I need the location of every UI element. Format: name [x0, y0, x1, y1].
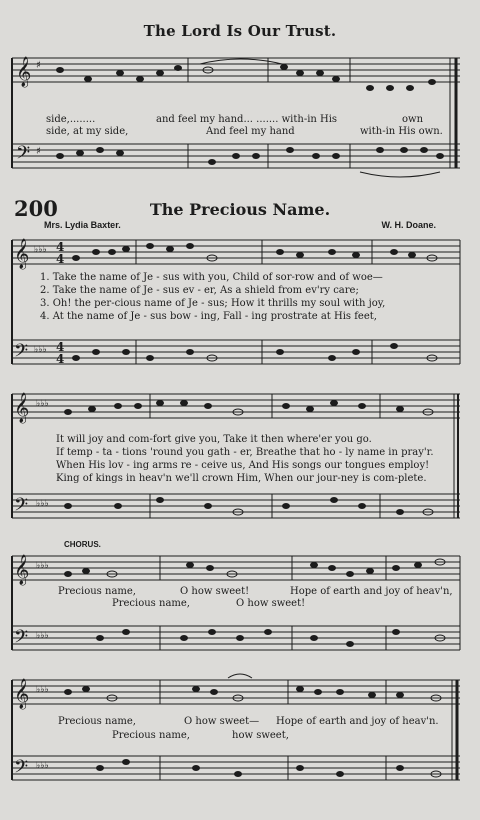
- svg-text:𝄞: 𝄞: [14, 239, 30, 269]
- chorus-label: CHORUS.: [64, 540, 101, 549]
- svg-text:4: 4: [56, 352, 65, 366]
- hymn-number: 200: [14, 196, 58, 221]
- previous-hymn-title: The Lord Is Our Trust.: [143, 22, 337, 40]
- svg-text:♭♭♭: ♭♭♭: [36, 499, 49, 509]
- svg-text:♯: ♯: [36, 60, 41, 71]
- verse-line-2b: If temp - ta - tions 'round you gath - er, Breathe that ho - ly name in pray'r.: [56, 447, 434, 458]
- chorus2-upper-3: Hope of earth and joy of heav'n.: [276, 716, 439, 727]
- verse-line-2a: 2. Take the name of Je - sus ev - er, As a shield from ev'ry care;: [40, 285, 359, 296]
- svg-text:♭♭♭: ♭♭♭: [34, 345, 47, 355]
- verse-line-1a: 1. Take the name of Je - sus with you, Child of sor-row and of woe—: [40, 272, 383, 283]
- svg-text:𝄢: 𝄢: [14, 757, 29, 782]
- chorus1-upper-2: O how sweet!: [180, 586, 250, 597]
- prev-lyric-lower-3: with-in His own.: [360, 126, 443, 137]
- svg-text:♯: ♯: [36, 146, 41, 157]
- chorus2-lower-2: how sweet,: [232, 730, 289, 741]
- prev-lyric-upper-3: own: [402, 114, 424, 125]
- prev-lyric-upper-2: and feel my hand... ....... with-in His: [156, 114, 338, 125]
- verse-line-3a: 3. Oh! the per-cious name of Je - sus; How it thrills my soul with joy,: [40, 298, 386, 309]
- svg-text:♭♭♭: ♭♭♭: [36, 761, 49, 771]
- svg-text:𝄞: 𝄞: [14, 393, 30, 423]
- svg-text:♭♭♭: ♭♭♭: [34, 245, 47, 255]
- prev-lyric-lower-2: And feel my hand: [206, 126, 295, 137]
- chorus2-upper-2: O how sweet—: [184, 716, 260, 727]
- chorus1-lower-2: O how sweet!: [236, 598, 306, 609]
- svg-text:4: 4: [56, 252, 65, 266]
- verse-line-4b: King of kings in heav'n we'll crown Him, When our jour-ney is com-plete.: [56, 473, 427, 484]
- svg-text:𝄢: 𝄢: [16, 143, 31, 168]
- svg-text:♭♭♭: ♭♭♭: [36, 685, 49, 695]
- svg-text:𝄞: 𝄞: [14, 555, 30, 585]
- chorus1-upper-1: Precious name,: [58, 586, 136, 597]
- svg-text:𝄢: 𝄢: [14, 341, 29, 366]
- chorus2-upper-1: Precious name,: [58, 716, 136, 727]
- hymn-title: The Precious Name.: [149, 200, 331, 219]
- chorus2-lower-1: Precious name,: [112, 730, 190, 741]
- svg-text:𝄢: 𝄢: [14, 495, 29, 520]
- svg-text:𝄞: 𝄞: [14, 679, 30, 709]
- hymn-composer: W. H. Doane.: [381, 220, 436, 230]
- verse-line-3b: When His lov - ing arms re - ceive us, And His songs our tongues employ!: [56, 460, 430, 471]
- svg-text:4: 4: [56, 240, 65, 254]
- svg-text:𝄢: 𝄢: [14, 627, 29, 652]
- svg-text:♭♭♭: ♭♭♭: [36, 631, 49, 641]
- chorus1-lower-1: Precious name,: [112, 598, 190, 609]
- verse-line-4a: 4. At the name of Je - sus bow - ing, Fall - ing prostrate at His feet,: [40, 311, 377, 322]
- prev-lyric-lower-1: side, at my side,: [46, 126, 129, 137]
- svg-text:4: 4: [56, 340, 65, 354]
- svg-text:♭♭♭: ♭♭♭: [36, 561, 49, 571]
- hymn-author: Mrs. Lydia Baxter.: [44, 220, 121, 230]
- prev-lyric-upper-1: side,........: [46, 114, 96, 125]
- chorus1-upper-3: Hope of earth and joy of heav'n,: [290, 586, 453, 597]
- svg-text:♭♭♭: ♭♭♭: [36, 399, 49, 409]
- verse-line-1b: It will joy and com-fort give you, Take it then where'er you go.: [56, 434, 372, 445]
- svg-text:𝄞: 𝄞: [16, 57, 32, 87]
